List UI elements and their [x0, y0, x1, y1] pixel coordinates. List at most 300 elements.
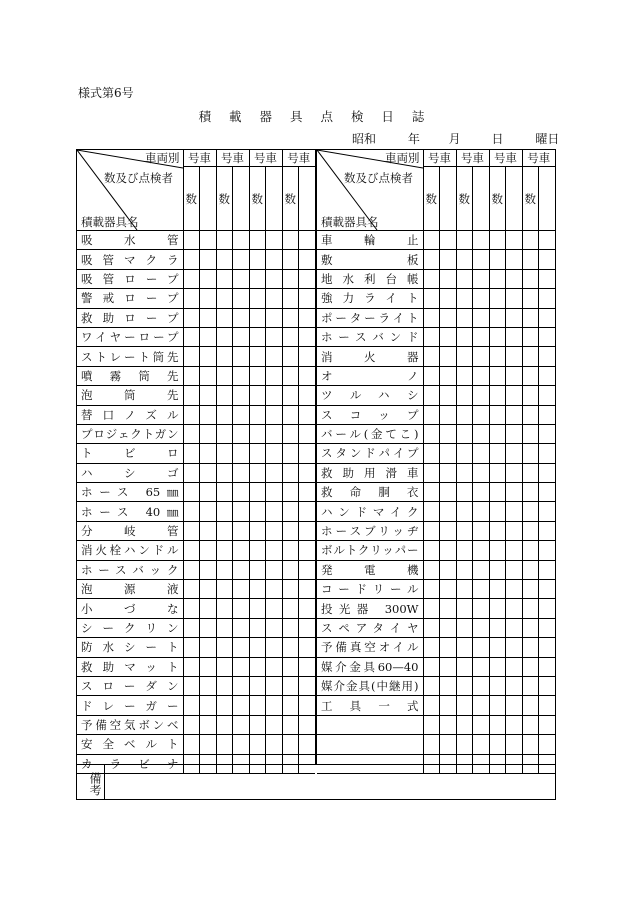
inspector-cell[interactable] — [299, 167, 316, 231]
count-entry-cell[interactable] — [216, 327, 233, 346]
count-entry-cell[interactable] — [522, 231, 539, 250]
inspector-entry-cell[interactable] — [299, 386, 316, 405]
count-entry-cell[interactable] — [456, 580, 473, 599]
inspector-entry-cell[interactable] — [200, 366, 217, 385]
count-entry-cell[interactable] — [282, 676, 299, 695]
count-entry-cell[interactable] — [456, 444, 473, 463]
inspector-entry-cell[interactable] — [539, 405, 556, 424]
inspector-entry-cell[interactable] — [266, 269, 283, 288]
count-entry-cell[interactable] — [423, 638, 440, 657]
count-entry-cell[interactable] — [423, 386, 440, 405]
count-entry-cell[interactable] — [456, 250, 473, 269]
inspector-entry-cell[interactable] — [299, 366, 316, 385]
inspector-entry-cell[interactable] — [539, 521, 556, 540]
count-entry-cell[interactable] — [183, 463, 200, 482]
count-entry-cell[interactable] — [282, 541, 299, 560]
inspector-entry-cell[interactable] — [200, 541, 217, 560]
count-entry-cell[interactable] — [522, 657, 539, 676]
count-entry-cell[interactable] — [489, 405, 506, 424]
count-entry-cell[interactable] — [249, 231, 266, 250]
count-entry-cell[interactable] — [282, 327, 299, 346]
inspector-entry-cell[interactable] — [506, 405, 523, 424]
count-entry-cell[interactable] — [456, 366, 473, 385]
inspector-entry-cell[interactable] — [440, 541, 457, 560]
inspector-entry-cell[interactable] — [440, 405, 457, 424]
inspector-entry-cell[interactable] — [539, 580, 556, 599]
inspector-entry-cell[interactable] — [233, 580, 250, 599]
count-entry-cell[interactable] — [216, 289, 233, 308]
inspector-entry-cell[interactable] — [473, 541, 490, 560]
count-entry-cell[interactable] — [216, 444, 233, 463]
inspector-entry-cell[interactable] — [539, 618, 556, 637]
count-entry-cell[interactable] — [183, 289, 200, 308]
inspector-entry-cell[interactable] — [233, 599, 250, 618]
count-entry-cell[interactable] — [522, 308, 539, 327]
count-entry-cell[interactable] — [423, 308, 440, 327]
count-entry-cell[interactable] — [183, 269, 200, 288]
inspector-entry-cell[interactable] — [473, 580, 490, 599]
count-entry-cell[interactable] — [456, 347, 473, 366]
inspector-entry-cell[interactable] — [440, 638, 457, 657]
inspector-entry-cell[interactable] — [200, 250, 217, 269]
count-entry-cell[interactable] — [216, 347, 233, 366]
inspector-entry-cell[interactable] — [539, 541, 556, 560]
count-entry-cell[interactable] — [456, 676, 473, 695]
inspector-entry-cell[interactable] — [233, 696, 250, 715]
inspector-entry-cell[interactable] — [233, 483, 250, 502]
count-entry-cell[interactable] — [489, 289, 506, 308]
count-entry-cell[interactable] — [489, 308, 506, 327]
inspector-entry-cell[interactable] — [440, 521, 457, 540]
inspector-entry-cell[interactable] — [200, 735, 217, 754]
inspector-cell[interactable] — [506, 167, 523, 231]
inspector-entry-cell[interactable] — [506, 327, 523, 346]
count-entry-cell[interactable] — [249, 541, 266, 560]
inspector-entry-cell[interactable] — [266, 696, 283, 715]
count-entry-cell[interactable] — [249, 696, 266, 715]
count-entry-cell[interactable] — [282, 735, 299, 754]
count-entry-cell[interactable] — [522, 599, 539, 618]
count-entry-cell[interactable] — [183, 308, 200, 327]
count-entry-cell[interactable] — [183, 657, 200, 676]
count-entry-cell[interactable] — [489, 696, 506, 715]
inspector-entry-cell[interactable] — [473, 289, 490, 308]
inspector-entry-cell[interactable] — [440, 580, 457, 599]
count-entry-cell[interactable] — [456, 715, 473, 734]
count-entry-cell[interactable] — [522, 696, 539, 715]
count-entry-cell[interactable] — [183, 599, 200, 618]
count-entry-cell[interactable] — [249, 366, 266, 385]
count-entry-cell[interactable] — [423, 541, 440, 560]
count-entry-cell[interactable] — [216, 250, 233, 269]
inspector-entry-cell[interactable] — [506, 289, 523, 308]
inspector-entry-cell[interactable] — [506, 502, 523, 521]
inspector-entry-cell[interactable] — [233, 386, 250, 405]
count-entry-cell[interactable] — [183, 638, 200, 657]
inspector-entry-cell[interactable] — [299, 638, 316, 657]
inspector-entry-cell[interactable] — [266, 657, 283, 676]
count-entry-cell[interactable] — [522, 424, 539, 443]
inspector-entry-cell[interactable] — [539, 638, 556, 657]
inspector-entry-cell[interactable] — [539, 308, 556, 327]
inspector-entry-cell[interactable] — [200, 696, 217, 715]
count-entry-cell[interactable] — [282, 405, 299, 424]
count-entry-cell[interactable] — [249, 250, 266, 269]
inspector-cell[interactable] — [266, 167, 283, 231]
count-entry-cell[interactable] — [456, 618, 473, 637]
inspector-entry-cell[interactable] — [473, 405, 490, 424]
count-entry-cell[interactable] — [522, 502, 539, 521]
inspector-entry-cell[interactable] — [440, 676, 457, 695]
inspector-entry-cell[interactable] — [539, 560, 556, 579]
inspector-entry-cell[interactable] — [473, 676, 490, 695]
count-entry-cell[interactable] — [423, 444, 440, 463]
count-entry-cell[interactable] — [183, 521, 200, 540]
inspector-entry-cell[interactable] — [539, 599, 556, 618]
count-entry-cell[interactable] — [183, 231, 200, 250]
inspector-entry-cell[interactable] — [299, 502, 316, 521]
inspector-entry-cell[interactable] — [266, 424, 283, 443]
inspector-entry-cell[interactable] — [299, 560, 316, 579]
count-entry-cell[interactable] — [216, 231, 233, 250]
inspector-entry-cell[interactable] — [506, 735, 523, 754]
count-entry-cell[interactable] — [423, 483, 440, 502]
count-entry-cell[interactable] — [456, 308, 473, 327]
count-entry-cell[interactable] — [456, 657, 473, 676]
count-entry-cell[interactable] — [489, 715, 506, 734]
count-entry-cell[interactable] — [249, 638, 266, 657]
count-entry-cell[interactable] — [456, 638, 473, 657]
inspector-entry-cell[interactable] — [506, 541, 523, 560]
inspector-entry-cell[interactable] — [473, 250, 490, 269]
count-entry-cell[interactable] — [282, 269, 299, 288]
count-entry-cell[interactable] — [282, 560, 299, 579]
count-entry-cell[interactable] — [456, 327, 473, 346]
inspector-entry-cell[interactable] — [233, 308, 250, 327]
count-entry-cell[interactable] — [456, 231, 473, 250]
inspector-entry-cell[interactable] — [266, 735, 283, 754]
count-entry-cell[interactable] — [183, 483, 200, 502]
count-entry-cell[interactable] — [249, 405, 266, 424]
count-entry-cell[interactable] — [249, 327, 266, 346]
count-entry-cell[interactable] — [423, 250, 440, 269]
inspector-entry-cell[interactable] — [299, 676, 316, 695]
inspector-entry-cell[interactable] — [440, 463, 457, 482]
inspector-entry-cell[interactable] — [299, 424, 316, 443]
inspector-entry-cell[interactable] — [233, 638, 250, 657]
count-entry-cell[interactable] — [183, 405, 200, 424]
count-entry-cell[interactable] — [489, 444, 506, 463]
inspector-entry-cell[interactable] — [473, 231, 490, 250]
inspector-cell[interactable] — [473, 167, 490, 231]
count-entry-cell[interactable] — [489, 424, 506, 443]
count-entry-cell[interactable] — [249, 657, 266, 676]
inspector-entry-cell[interactable] — [473, 424, 490, 443]
count-entry-cell[interactable] — [183, 424, 200, 443]
count-entry-cell[interactable] — [456, 599, 473, 618]
count-entry-cell[interactable] — [522, 250, 539, 269]
count-entry-cell[interactable] — [249, 483, 266, 502]
inspector-entry-cell[interactable] — [299, 327, 316, 346]
count-entry-cell[interactable] — [216, 715, 233, 734]
inspector-entry-cell[interactable] — [539, 463, 556, 482]
inspector-entry-cell[interactable] — [440, 386, 457, 405]
inspector-entry-cell[interactable] — [200, 483, 217, 502]
count-entry-cell[interactable] — [282, 231, 299, 250]
count-entry-cell[interactable] — [216, 599, 233, 618]
inspector-entry-cell[interactable] — [440, 657, 457, 676]
inspector-entry-cell[interactable] — [440, 560, 457, 579]
count-entry-cell[interactable] — [522, 327, 539, 346]
inspector-entry-cell[interactable] — [200, 560, 217, 579]
inspector-cell[interactable] — [200, 167, 217, 231]
inspector-entry-cell[interactable] — [299, 521, 316, 540]
count-entry-cell[interactable] — [216, 502, 233, 521]
count-entry-cell[interactable] — [282, 289, 299, 308]
inspector-entry-cell[interactable] — [200, 347, 217, 366]
inspector-entry-cell[interactable] — [200, 463, 217, 482]
inspector-entry-cell[interactable] — [233, 502, 250, 521]
inspector-entry-cell[interactable] — [506, 366, 523, 385]
count-entry-cell[interactable] — [183, 366, 200, 385]
inspector-entry-cell[interactable] — [299, 269, 316, 288]
count-entry-cell[interactable] — [282, 444, 299, 463]
count-entry-cell[interactable] — [282, 502, 299, 521]
count-entry-cell[interactable] — [249, 502, 266, 521]
count-entry-cell[interactable] — [249, 676, 266, 695]
inspector-entry-cell[interactable] — [539, 483, 556, 502]
count-entry-cell[interactable] — [249, 308, 266, 327]
count-entry-cell[interactable] — [522, 366, 539, 385]
inspector-entry-cell[interactable] — [266, 541, 283, 560]
inspector-entry-cell[interactable] — [200, 676, 217, 695]
inspector-entry-cell[interactable] — [440, 308, 457, 327]
inspector-entry-cell[interactable] — [440, 444, 457, 463]
inspector-entry-cell[interactable] — [440, 599, 457, 618]
inspector-entry-cell[interactable] — [506, 618, 523, 637]
inspector-entry-cell[interactable] — [539, 502, 556, 521]
inspector-cell[interactable] — [233, 167, 250, 231]
count-entry-cell[interactable] — [423, 618, 440, 637]
inspector-entry-cell[interactable] — [266, 715, 283, 734]
count-entry-cell[interactable] — [183, 676, 200, 695]
count-entry-cell[interactable] — [522, 676, 539, 695]
count-entry-cell[interactable] — [249, 269, 266, 288]
count-entry-cell[interactable] — [456, 424, 473, 443]
inspector-entry-cell[interactable] — [266, 560, 283, 579]
inspector-entry-cell[interactable] — [233, 541, 250, 560]
inspector-entry-cell[interactable] — [473, 366, 490, 385]
count-entry-cell[interactable] — [423, 599, 440, 618]
count-entry-cell[interactable] — [183, 560, 200, 579]
count-entry-cell[interactable] — [456, 541, 473, 560]
inspector-entry-cell[interactable] — [299, 657, 316, 676]
count-entry-cell[interactable] — [423, 289, 440, 308]
inspector-entry-cell[interactable] — [200, 521, 217, 540]
inspector-entry-cell[interactable] — [473, 483, 490, 502]
inspector-entry-cell[interactable] — [266, 502, 283, 521]
count-entry-cell[interactable] — [489, 269, 506, 288]
inspector-entry-cell[interactable] — [299, 405, 316, 424]
count-entry-cell[interactable] — [522, 483, 539, 502]
count-entry-cell[interactable] — [456, 269, 473, 288]
count-entry-cell[interactable] — [282, 250, 299, 269]
count-entry-cell[interactable] — [489, 735, 506, 754]
count-entry-cell[interactable] — [489, 463, 506, 482]
count-entry-cell[interactable] — [423, 560, 440, 579]
inspector-entry-cell[interactable] — [200, 424, 217, 443]
count-entry-cell[interactable] — [216, 424, 233, 443]
inspector-entry-cell[interactable] — [233, 444, 250, 463]
count-entry-cell[interactable] — [423, 405, 440, 424]
inspector-entry-cell[interactable] — [539, 347, 556, 366]
count-entry-cell[interactable] — [183, 250, 200, 269]
inspector-entry-cell[interactable] — [506, 560, 523, 579]
inspector-entry-cell[interactable] — [473, 715, 490, 734]
inspector-entry-cell[interactable] — [506, 231, 523, 250]
inspector-entry-cell[interactable] — [233, 347, 250, 366]
count-entry-cell[interactable] — [489, 638, 506, 657]
count-entry-cell[interactable] — [249, 715, 266, 734]
inspector-entry-cell[interactable] — [266, 483, 283, 502]
count-entry-cell[interactable] — [216, 366, 233, 385]
inspector-entry-cell[interactable] — [266, 676, 283, 695]
inspector-entry-cell[interactable] — [233, 735, 250, 754]
inspector-entry-cell[interactable] — [200, 715, 217, 734]
inspector-entry-cell[interactable] — [506, 444, 523, 463]
count-entry-cell[interactable] — [183, 347, 200, 366]
inspector-entry-cell[interactable] — [299, 250, 316, 269]
inspector-entry-cell[interactable] — [473, 560, 490, 579]
inspector-entry-cell[interactable] — [266, 521, 283, 540]
inspector-entry-cell[interactable] — [233, 676, 250, 695]
count-entry-cell[interactable] — [489, 599, 506, 618]
inspector-entry-cell[interactable] — [539, 715, 556, 734]
count-entry-cell[interactable] — [456, 289, 473, 308]
count-entry-cell[interactable] — [423, 715, 440, 734]
count-entry-cell[interactable] — [522, 444, 539, 463]
inspector-entry-cell[interactable] — [299, 696, 316, 715]
inspector-entry-cell[interactable] — [539, 735, 556, 754]
count-entry-cell[interactable] — [183, 618, 200, 637]
inspector-entry-cell[interactable] — [473, 696, 490, 715]
count-entry-cell[interactable] — [216, 657, 233, 676]
count-entry-cell[interactable] — [456, 483, 473, 502]
count-entry-cell[interactable] — [423, 327, 440, 346]
inspector-entry-cell[interactable] — [473, 308, 490, 327]
inspector-entry-cell[interactable] — [539, 676, 556, 695]
inspector-entry-cell[interactable] — [266, 580, 283, 599]
count-entry-cell[interactable] — [522, 638, 539, 657]
count-entry-cell[interactable] — [489, 618, 506, 637]
inspector-entry-cell[interactable] — [506, 599, 523, 618]
inspector-entry-cell[interactable] — [200, 327, 217, 346]
inspector-entry-cell[interactable] — [506, 657, 523, 676]
count-entry-cell[interactable] — [489, 250, 506, 269]
count-entry-cell[interactable] — [249, 560, 266, 579]
count-entry-cell[interactable] — [282, 715, 299, 734]
inspector-entry-cell[interactable] — [200, 308, 217, 327]
inspector-entry-cell[interactable] — [440, 269, 457, 288]
count-entry-cell[interactable] — [216, 580, 233, 599]
count-entry-cell[interactable] — [423, 676, 440, 695]
inspector-entry-cell[interactable] — [233, 289, 250, 308]
count-entry-cell[interactable] — [489, 366, 506, 385]
inspector-entry-cell[interactable] — [473, 327, 490, 346]
count-entry-cell[interactable] — [522, 735, 539, 754]
inspector-entry-cell[interactable] — [200, 657, 217, 676]
inspector-entry-cell[interactable] — [266, 638, 283, 657]
count-entry-cell[interactable] — [456, 463, 473, 482]
inspector-entry-cell[interactable] — [299, 347, 316, 366]
count-entry-cell[interactable] — [423, 696, 440, 715]
inspector-entry-cell[interactable] — [266, 231, 283, 250]
inspector-entry-cell[interactable] — [266, 366, 283, 385]
inspector-entry-cell[interactable] — [266, 599, 283, 618]
count-entry-cell[interactable] — [282, 463, 299, 482]
count-entry-cell[interactable] — [183, 696, 200, 715]
count-entry-cell[interactable] — [423, 347, 440, 366]
count-entry-cell[interactable] — [522, 463, 539, 482]
inspector-entry-cell[interactable] — [200, 231, 217, 250]
inspector-entry-cell[interactable] — [233, 521, 250, 540]
inspector-entry-cell[interactable] — [539, 289, 556, 308]
count-entry-cell[interactable] — [489, 521, 506, 540]
count-entry-cell[interactable] — [249, 424, 266, 443]
count-entry-cell[interactable] — [489, 327, 506, 346]
inspector-entry-cell[interactable] — [233, 463, 250, 482]
count-entry-cell[interactable] — [249, 347, 266, 366]
count-entry-cell[interactable] — [183, 502, 200, 521]
inspector-entry-cell[interactable] — [299, 463, 316, 482]
inspector-entry-cell[interactable] — [266, 308, 283, 327]
inspector-entry-cell[interactable] — [299, 715, 316, 734]
count-entry-cell[interactable] — [282, 308, 299, 327]
inspector-entry-cell[interactable] — [200, 599, 217, 618]
inspector-entry-cell[interactable] — [266, 289, 283, 308]
inspector-entry-cell[interactable] — [266, 444, 283, 463]
count-entry-cell[interactable] — [522, 618, 539, 637]
count-entry-cell[interactable] — [183, 541, 200, 560]
count-entry-cell[interactable] — [423, 231, 440, 250]
count-entry-cell[interactable] — [522, 405, 539, 424]
count-entry-cell[interactable] — [423, 502, 440, 521]
count-entry-cell[interactable] — [249, 580, 266, 599]
inspector-entry-cell[interactable] — [266, 463, 283, 482]
count-entry-cell[interactable] — [423, 521, 440, 540]
count-entry-cell[interactable] — [216, 541, 233, 560]
count-entry-cell[interactable] — [423, 366, 440, 385]
inspector-cell[interactable] — [539, 167, 556, 231]
count-entry-cell[interactable] — [522, 580, 539, 599]
inspector-entry-cell[interactable] — [539, 657, 556, 676]
inspector-entry-cell[interactable] — [266, 618, 283, 637]
inspector-entry-cell[interactable] — [440, 502, 457, 521]
count-entry-cell[interactable] — [282, 657, 299, 676]
count-entry-cell[interactable] — [216, 269, 233, 288]
count-entry-cell[interactable] — [216, 463, 233, 482]
inspector-entry-cell[interactable] — [473, 618, 490, 637]
inspector-entry-cell[interactable] — [440, 424, 457, 443]
inspector-entry-cell[interactable] — [299, 289, 316, 308]
inspector-entry-cell[interactable] — [539, 386, 556, 405]
inspector-entry-cell[interactable] — [233, 560, 250, 579]
inspector-entry-cell[interactable] — [299, 599, 316, 618]
count-entry-cell[interactable] — [183, 386, 200, 405]
inspector-entry-cell[interactable] — [233, 424, 250, 443]
count-entry-cell[interactable] — [282, 347, 299, 366]
inspector-entry-cell[interactable] — [539, 424, 556, 443]
